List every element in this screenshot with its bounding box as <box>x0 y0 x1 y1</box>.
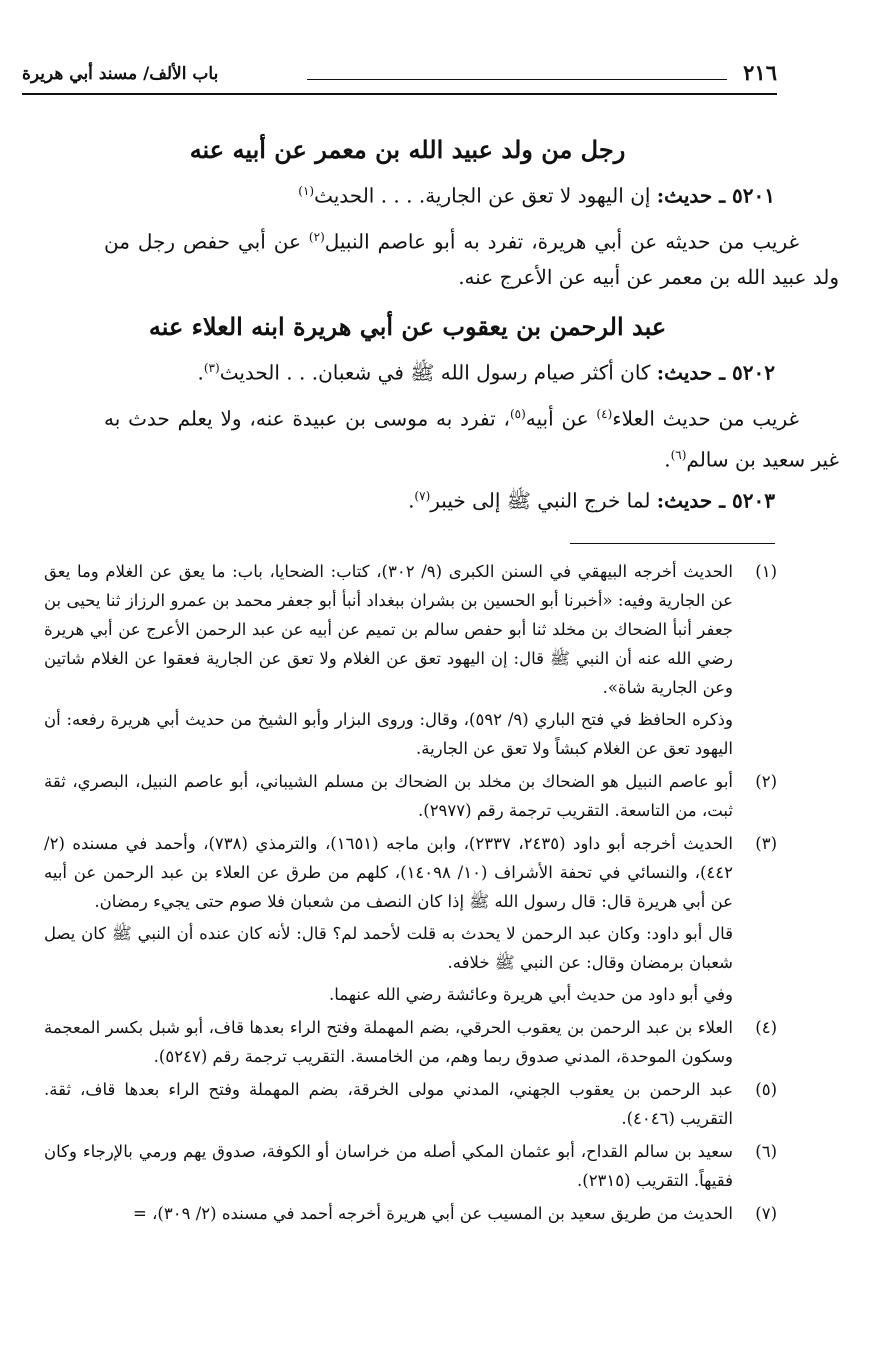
footnote-body <box>44 557 733 763</box>
footnote-ref[interactable]: (٢) <box>308 229 325 244</box>
hadith-text: إن اليهود لا تعق عن الجارية. . . . الحديث <box>314 183 657 208</box>
page-header <box>22 58 777 92</box>
commentary-text: . <box>664 447 671 472</box>
footnote-number: (٧) <box>755 1204 777 1223</box>
hadith-5202: ٥٢٠٢ ـ حديث: كان أكثر صيام رسول الله ﷺ في شعبان. . . الحديث$^{(٣)}$. <box>197 360 775 385</box>
footnote-item <box>44 557 777 763</box>
footnote-text: وذكره الحافظ في فتح الباري (٩/ ٥٩٢)، وقال: وروى البزار وأبو الشيخ من حديث أبي هريرة رفعه: أن اليهود تعق عن الغلام كبشاً ولا تعق عن الجارية. <box>44 710 733 758</box>
hadith-number: ٥٢٠٣ ـ حديث: <box>656 488 775 513</box>
footnote-text: الحديث من طريق سعيد بن المسيب عن أبي هريرة أخرجه أحمد في مسنده (٢/ ٣٠٩)، = <box>133 1204 733 1223</box>
footnote-separator <box>570 543 775 544</box>
footnote-text: وفي أبو داود من حديث أبي هريرة وعائشة رضي الله عنهما. <box>328 985 733 1004</box>
footnote-body <box>44 1075 733 1133</box>
commentary-text: عن أبيه <box>525 406 597 431</box>
section-title-1: رجل من ولد عبيد الله بن معمر عن أبيه عنه <box>189 135 626 164</box>
footnote-text: العلاء بن عبد الرحمن بن يعقوب الحرقي، بضم المهملة وفتح الراء بعدها قاف، أبو شبل بكسر المعجمة وسكون الموحدة، المدني صدوق ربما وهم، من الخامسة. التقريب ترجمة رقم (٥٢٤٧). <box>44 1018 733 1066</box>
commentary-paragraph <box>104 219 839 296</box>
footnote-ref[interactable]: (٦) <box>670 447 687 462</box>
footnote-body <box>44 1199 733 1228</box>
footnote-text: أبو عاصم النبيل هو الضحاك بن مخلد بن الضحاك بن مسلم الشيباني، أبو عاصم النبيل، البصري، ثقة ثبت، من التاسعة. التقريب ترجمة رقم (٢٩٧٧). <box>44 772 733 820</box>
commentary-text: ، تفرد به موسى بن عبيدة عنه، ولا يعلم حدث به غير سعيد بن سالم <box>104 406 839 472</box>
commentary-text: غريب من حديثه عن أبي هريرة، تفرد به أبو عاصم النبيل <box>324 229 799 254</box>
footnote-item <box>44 829 777 1009</box>
footnote-number: (٤) <box>755 1018 777 1037</box>
header-rule <box>22 93 777 95</box>
section-title-2: عبد الرحمن بن يعقوب عن أبي هريرة ابنه العلاء عنه <box>148 312 667 342</box>
footnote-body <box>44 767 733 825</box>
commentary-text: عن أبي حفص رجل من ولد عبيد الله بن معمر عن أبيه عن الأعرج عنه. <box>104 229 839 290</box>
footnote-item <box>44 1137 777 1195</box>
footnote-number: (٢) <box>755 772 777 791</box>
footnote-body <box>44 829 733 1009</box>
hadith-text: كان أكثر صيام رسول الله ﷺ في شعبان. . . الحديث <box>219 360 657 385</box>
footnote-number: (١) <box>755 562 777 581</box>
footnote-text: الحديث أخرجه البيهقي في السنن الكبرى (٩/ ٣٠٢)، كتاب: الضحايا، باب: ما يعق عن الغلام وما يعق عن الجارية وفيه: «أخبرنا أبو الحسين بن بشران ببغداد أنبأ أبو جعفر محمد بن عمرو الرزاز ثنا يحيى بن جعفر أنبأ الضحاك بن مخلد ثنا أبو حفص سالم بن تميم عن أبيه عن عبد الرحمن الأعرج عن أبي هريرة رضي الله عنه أن النبي ﷺ قال: إن اليهود تعق عن الغلام ولا تعق عن الجارية فعقوا عن الغلام شاتين وعن الجارية شاة». <box>44 562 733 697</box>
hadith-5203: ٥٢٠٣ ـ حديث: لما خرج النبي ﷺ إلى خيبر$^{(٧)}$. <box>408 488 775 513</box>
footnote-item <box>44 1199 777 1228</box>
footnote-text: عبد الرحمن بن يعقوب الجهني، المدني مولى الخرقة، بضم المهملة وفتح الراء بعدها قاف، ثقة. التقريب (٤٠٤٦). <box>44 1080 733 1128</box>
footnotes <box>44 557 777 1232</box>
commentary-text: غريب من حديث العلاء <box>612 406 799 431</box>
footnote-item <box>44 1013 777 1071</box>
footnote-item <box>44 1075 777 1133</box>
hadith-number: ٥٢٠١ ـ حديث: <box>656 183 775 208</box>
footnote-item <box>44 767 777 825</box>
footnote-text: الحديث أخرجه أبو داود (٢٤٣٥، ٢٣٣٧)، وابن ماجه (١٦٥١)، والترمذي (٧٣٨)، وأحمد في مسنده (٢/ ٤٤٢)، والنسائي في تحفة الأشراف (١٠/ ١٤٠٩٨)، كلهم من طرق عن العلاء بن عبد الرحمن عن أبيه عن أبي هريرة قال: قال رسول الله ﷺ إذا كان النصف من شعبان فلا صوم حتى يجيء رمضان. <box>44 834 733 911</box>
footnote-ref[interactable]: (١) <box>298 184 315 198</box>
footnote-number: (٣) <box>755 834 777 853</box>
main-text <box>40 128 839 518</box>
running-title: باب الألف/ مسند أبي هريرة <box>22 64 219 84</box>
footnote-ref[interactable]: (٣) <box>203 361 220 376</box>
page-number: ٢١٦ <box>743 60 777 85</box>
commentary-paragraph <box>104 396 839 477</box>
footnote-text: قال أبو داود: وكان عبد الرحمن لا يحدث به قلت لأحمد لم؟ قال: لأنه كان عنده أن النبي ﷺ كان يصل شعبان برمضان وقال: عن النبي ﷺ خلافه. <box>44 924 733 972</box>
footnote-ref[interactable]: (٤) <box>596 406 613 421</box>
footnote-text: سعيد بن سالم القداح، أبو عثمان المكي أصله من خراسان أو الكوفة، صدوق يهم ورمي بالإرجاء وكان فقيهاً. التقريب (٢٣١٥). <box>44 1142 733 1190</box>
footnote-number: (٥) <box>755 1080 777 1099</box>
footnote-ref[interactable]: (٧) <box>414 489 431 504</box>
footnote-number: (٦) <box>755 1142 777 1161</box>
hadith-5201 <box>40 174 775 213</box>
hadith-text: لما خرج النبي ﷺ إلى خيبر <box>430 488 657 513</box>
header-divider <box>307 79 727 80</box>
footnote-body <box>44 1137 733 1195</box>
footnote-body <box>44 1013 733 1071</box>
footnote-ref[interactable]: (٥) <box>509 406 526 421</box>
hadith-number: ٥٢٠٢ ـ حديث: <box>656 360 775 385</box>
